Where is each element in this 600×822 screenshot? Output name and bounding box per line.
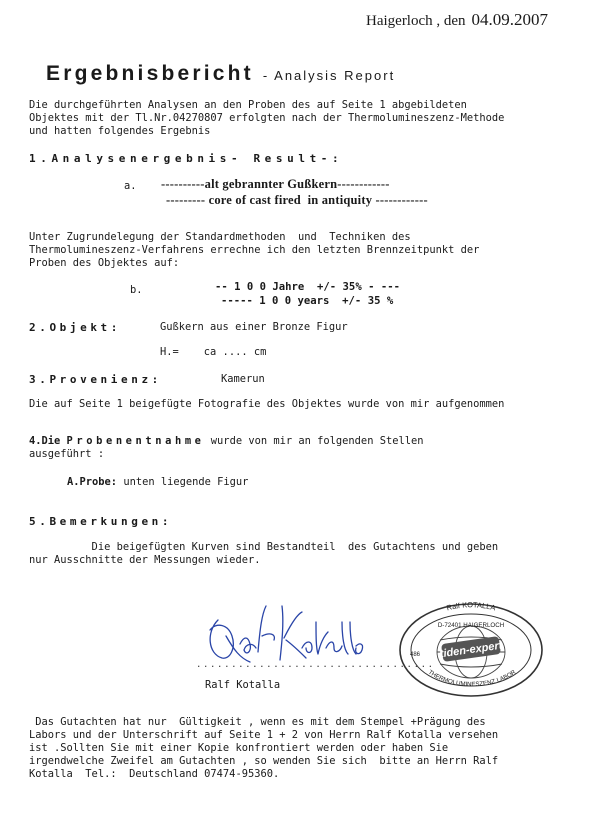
section-4-heading: Probenentnahme <box>66 435 205 447</box>
title-sub: - Analysis Report <box>262 68 396 83</box>
footer-line: irgendwelche Zweifel am Gutachten , so wenden Sie sich bitte an Herrn Ralf <box>29 755 499 767</box>
sample-label: A.Probe: <box>67 476 118 488</box>
intro-line: Objektes mit der Tl.Nr.04270807 erfolgten nach der Thermolumineszenz-Methode <box>29 112 505 124</box>
provenance-note: Die auf Seite 1 beigefügte Fotografie des Objektes wurde von mir aufgenommen <box>29 398 505 410</box>
stamp-address: D-72401 HAIGERLOCH <box>437 622 505 629</box>
footer-line: Kotalla Tel.: Deutschland 07474-95360. <box>29 768 280 780</box>
report-date: 04.09.2007 <box>471 10 549 29</box>
section-3-heading: 3.Provenienz: <box>29 373 162 386</box>
method-line: Thermolumineszenz-Verfahrens errechne ich den letzten Brennzeitpunkt der <box>29 244 480 256</box>
age-english: ----- 1 0 0 years +/- 35 % <box>221 295 394 307</box>
section-5-heading: 5.Bemerkungen: <box>29 515 173 528</box>
intro-line: Die durchgeführten Analysen an den Proben des auf Seite 1 abgebildeten <box>29 99 467 111</box>
object-height: H.= ca .... cm <box>160 346 267 358</box>
method-paragraph <box>29 231 479 270</box>
intro-line: und hatten folgendes Ergebnis <box>29 125 211 137</box>
section-4-prefix: 4.Die <box>29 435 61 447</box>
sample-value: unten liegende Figur <box>123 476 249 488</box>
result-marker-b: b. <box>130 284 143 296</box>
section-1-heading: 1.Analysenergebnis- Result-: <box>29 152 344 165</box>
provenance-value: Kamerun <box>221 373 265 385</box>
object-value: Gußkern aus einer Bronze Figur <box>160 321 348 333</box>
section-4-line <box>29 435 424 448</box>
footer-line: ist .Sollten Sie mit einer Kopie konfrontiert werden oder haben Sie <box>29 742 449 754</box>
place-label: Haigerloch , den <box>366 13 466 29</box>
sample-line <box>67 476 248 489</box>
method-line: Proben des Objektes auf: <box>29 257 180 269</box>
section-4-text: wurde von mir an folgenden Stellen <box>210 435 424 447</box>
age-german: -- 1 0 0 Jahre +/- 35% - --- <box>215 281 400 293</box>
stamp-top-name: Ralf KOTALLA <box>445 600 497 613</box>
place-date <box>366 10 548 30</box>
footer-line: Das Gutachten hat nur Gültigkeit , wenn es mit dem Stempel +Prägung des <box>29 716 486 728</box>
stamp-top-text <box>446 600 497 612</box>
footer-line: Labors und der Unterschrift auf Seite 1 + 2 von Herrn Ralf Kotalla versehen <box>29 729 499 741</box>
remarks-line: Die beigefügten Kurven sind Bestandteil des Gutachtens und geben <box>29 541 499 553</box>
remarks-paragraph <box>29 541 498 567</box>
intro-paragraph <box>29 99 504 138</box>
lab-stamp <box>396 600 546 698</box>
remarks-line: nur Ausschnitte der Messungen wieder. <box>29 554 261 566</box>
stamp-bottom-label: THERMOLUMINESZENZ LABOR <box>426 668 518 689</box>
section-2-heading: 2.Objekt: <box>29 321 122 334</box>
stamp-number: 486 <box>410 652 421 658</box>
result-marker-a: a. <box>124 180 137 192</box>
validity-note <box>29 716 498 781</box>
result-german: ----------alt gebrannter Gußkern------------ <box>161 177 390 191</box>
signature-dots-line: .................................. <box>196 660 435 670</box>
method-line: Unter Zugrundelegung der Standardmethoden und Techniken des <box>29 231 411 243</box>
title-main: Ergebnisbericht <box>46 62 254 85</box>
result-english: --------- core of cast fired in antiquity ------------ <box>166 193 428 207</box>
signatory-name: Ralf Kotalla <box>205 679 281 691</box>
section-4-text-2: ausgeführt : <box>29 448 105 460</box>
stamp-brand: tiden-expert <box>439 639 504 661</box>
document-title <box>46 62 395 86</box>
